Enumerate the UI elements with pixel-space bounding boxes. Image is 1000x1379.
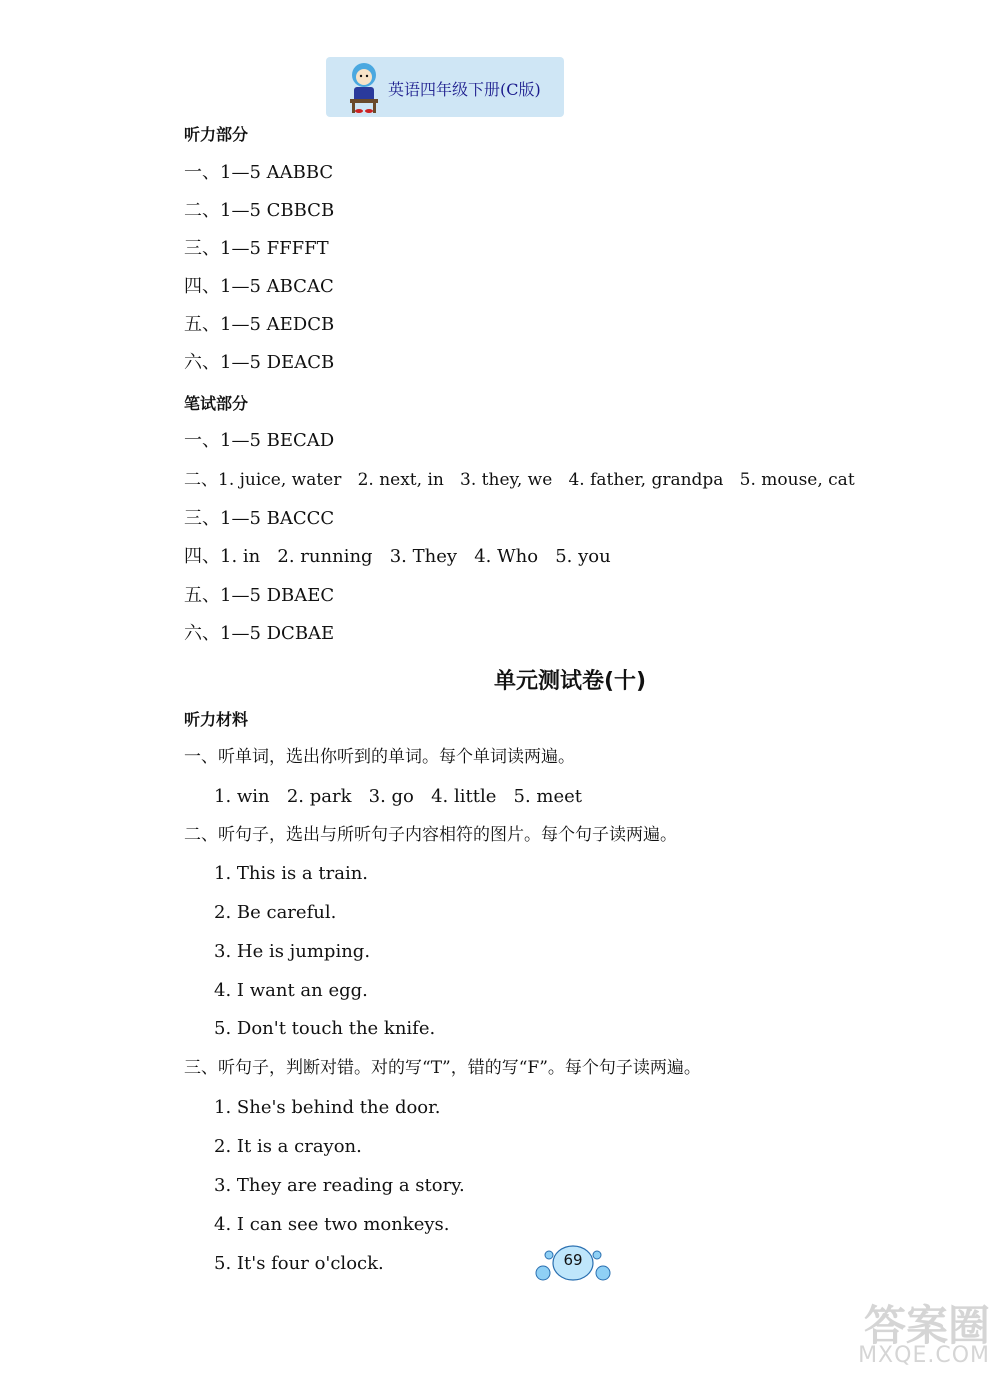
listening-answers-heading: 听力部分 — [184, 125, 249, 144]
sentence-item: 1. She's behind the door. — [214, 1097, 441, 1118]
sentence-item: 5. Don't touch the knife. — [214, 1018, 436, 1039]
written-answers-heading: 笔试部分 — [184, 394, 249, 413]
sentence-item: 3. He is jumping. — [214, 941, 371, 962]
sentence-item: 2. It is a crayon. — [214, 1136, 362, 1157]
answer-line: 四、1. in 2. running 3. They 4. Who 5. you — [184, 546, 611, 567]
sentence-item: 1. This is a train. — [214, 863, 369, 884]
answer-line: 三、1—5 FFFFT — [184, 238, 329, 259]
answer-line: 六、1—5 DEACB — [184, 352, 335, 373]
answer-line: 三、1—5 BACCC — [184, 508, 335, 529]
mascot-girl-icon — [336, 59, 392, 115]
listening-material-heading: 听力材料 — [184, 710, 249, 729]
answer-line: 一、1—5 AABBC — [184, 162, 334, 183]
book-title: 英语四年级下册(C版) — [388, 80, 541, 99]
answer-line: 二、1. juice, water 2. next, in 3. they, we 4. father, grandpa 5. mouse, cat — [184, 470, 855, 490]
answer-line: 五、1—5 AEDCB — [184, 314, 335, 335]
sentence-item: 3. They are reading a story. — [214, 1175, 465, 1196]
section-instruction: 三、听句子，判断对错。对的写“T”，错的写“F”。每个句子读两遍。 — [184, 1058, 701, 1078]
section-content: 1. win 2. park 3. go 4. little 5. meet — [214, 786, 583, 807]
sentence-item: 2. Be careful. — [214, 902, 337, 923]
book-header — [326, 57, 564, 117]
page-number-badge — [535, 1243, 611, 1283]
answer-line: 五、1—5 DBAEC — [184, 585, 335, 606]
unit-test-title: 单元测试卷(十) — [493, 669, 647, 694]
watermark-domain: MXQE.COM — [858, 1343, 990, 1368]
answer-line: 二、1—5 CBBCB — [184, 200, 335, 221]
sentence-item: 4. I want an egg. — [214, 980, 368, 1001]
answer-line: 四、1—5 ABCAC — [184, 276, 334, 297]
watermark-logo: 答案圈 — [863, 1301, 990, 1350]
page-number: 69 — [563, 1251, 583, 1269]
sentence-item: 4. I can see two monkeys. — [214, 1214, 450, 1235]
sentence-item: 5. It's four o'clock. — [214, 1253, 384, 1274]
watermark — [820, 1293, 990, 1373]
answer-line: 一、1—5 BECAD — [184, 430, 335, 451]
section-instruction: 二、听句子，选出与所听句子内容相符的图片。每个句子读两遍。 — [184, 825, 677, 845]
section-instruction: 一、听单词，选出你听到的单词。每个单词读两遍。 — [184, 747, 575, 767]
answer-line: 六、1—5 DCBAE — [184, 623, 335, 644]
